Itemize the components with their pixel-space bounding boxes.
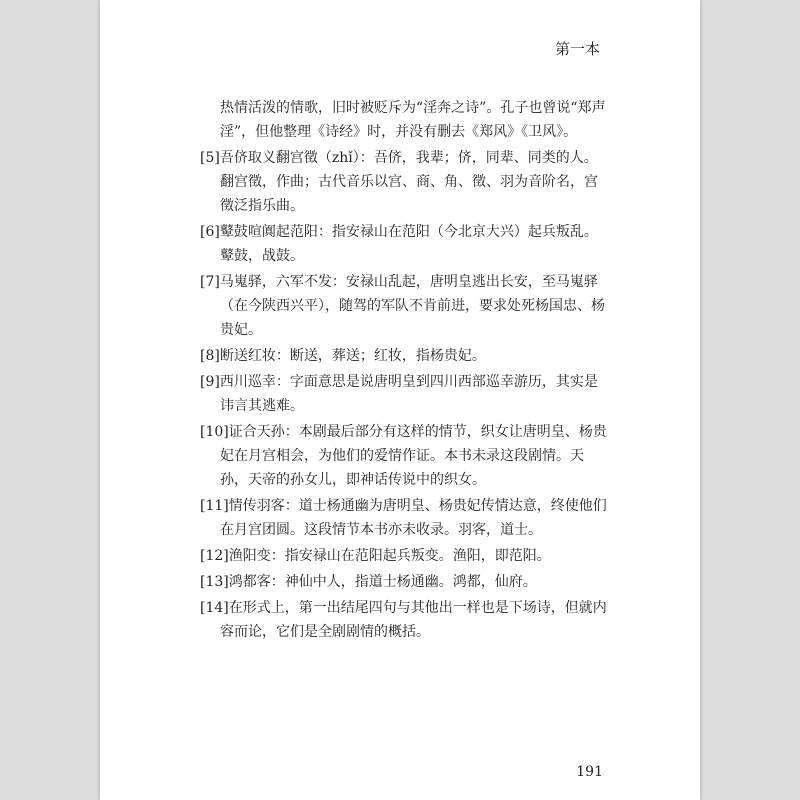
note-number: [13] (200, 574, 229, 590)
note-text: 鼙鼓喧阗起范阳：指安禄山在范阳（今北京大兴）起兵叛乱。鼙鼓，战鼓。 (219, 224, 598, 264)
note-item (200, 596, 610, 644)
note-number: [8] (200, 348, 220, 364)
note-number: [5] (200, 150, 220, 166)
page-number: 191 (576, 764, 603, 780)
note-item (200, 420, 610, 492)
note-text: 吾侪取义翻宫徵（zhǐ）：吾侪，我辈；侪，同辈、同类的人。翻宫徵，作曲；古代音乐以宫、商、角、徵、羽为音阶名，宫徵泛指乐曲。 (219, 150, 598, 214)
note-item (200, 570, 610, 594)
note-number: [6] (200, 224, 220, 240)
running-header: 第一本 (554, 40, 600, 58)
note-text: 鸿都客：神仙中人，指道士杨通幽。鸿都，仙府。 (228, 574, 537, 590)
note-item (200, 220, 610, 268)
note-item (200, 270, 610, 342)
note-text: 马嵬驿，六军不发：安禄山乱起，唐明皇逃出长安，至马嵬驿（在今陕西兴平），随驾的军队不肯前进，要求处死杨国忠、杨贵妃。 (219, 274, 605, 338)
book-page (100, 0, 700, 800)
note-number: [9] (200, 374, 220, 390)
note-text: 断送红妆：断送，葬送；红妆，指杨贵妃。 (219, 348, 486, 364)
note-text: 西川巡幸：字面意思是说唐明皇到四川西部巡幸游历，其实是讳言其逃难。 (219, 374, 598, 414)
note-text: 情传羽客：道士杨通幽为唐明皇、杨贵妃传情达意，终使他们在月宫团圆。这段情节本书亦未收录。羽客，道士。 (220, 498, 607, 538)
note-number: [11] (200, 498, 229, 514)
footnotes (200, 96, 610, 646)
note-item (200, 370, 610, 418)
note-item (200, 146, 610, 218)
note-text: 渔阳变：指安禄山在范阳起兵叛变。渔阳，即范阳。 (228, 548, 551, 564)
note-item (200, 494, 610, 542)
note-number: [7] (200, 274, 220, 290)
note-text: 证合天孙：本剧最后部分有这样的情节，织女让唐明皇、杨贵妃在月宫相会，为他们的爱情作证。本书未录这段剧情。天孙，天帝的孙女儿，即神话传说中的织女。 (220, 424, 607, 488)
note-text: 在形式上，第一出结尾四句与其他出一样也是下场诗，但就内容而论，它们是全剧剧情的概括。 (220, 600, 607, 640)
note-continuation: 热情活泼的情歌，旧时被贬斥为“淫奔之诗”。孔子也曾说“郑声淫”，但他整理《诗经》时，并没有删去《郑风》《卫风》。 (220, 100, 606, 140)
note-number: [12] (200, 548, 229, 564)
note-number: [14] (200, 600, 229, 616)
note-number: [10] (200, 424, 229, 440)
note-item (200, 344, 610, 368)
note-item (200, 544, 610, 568)
